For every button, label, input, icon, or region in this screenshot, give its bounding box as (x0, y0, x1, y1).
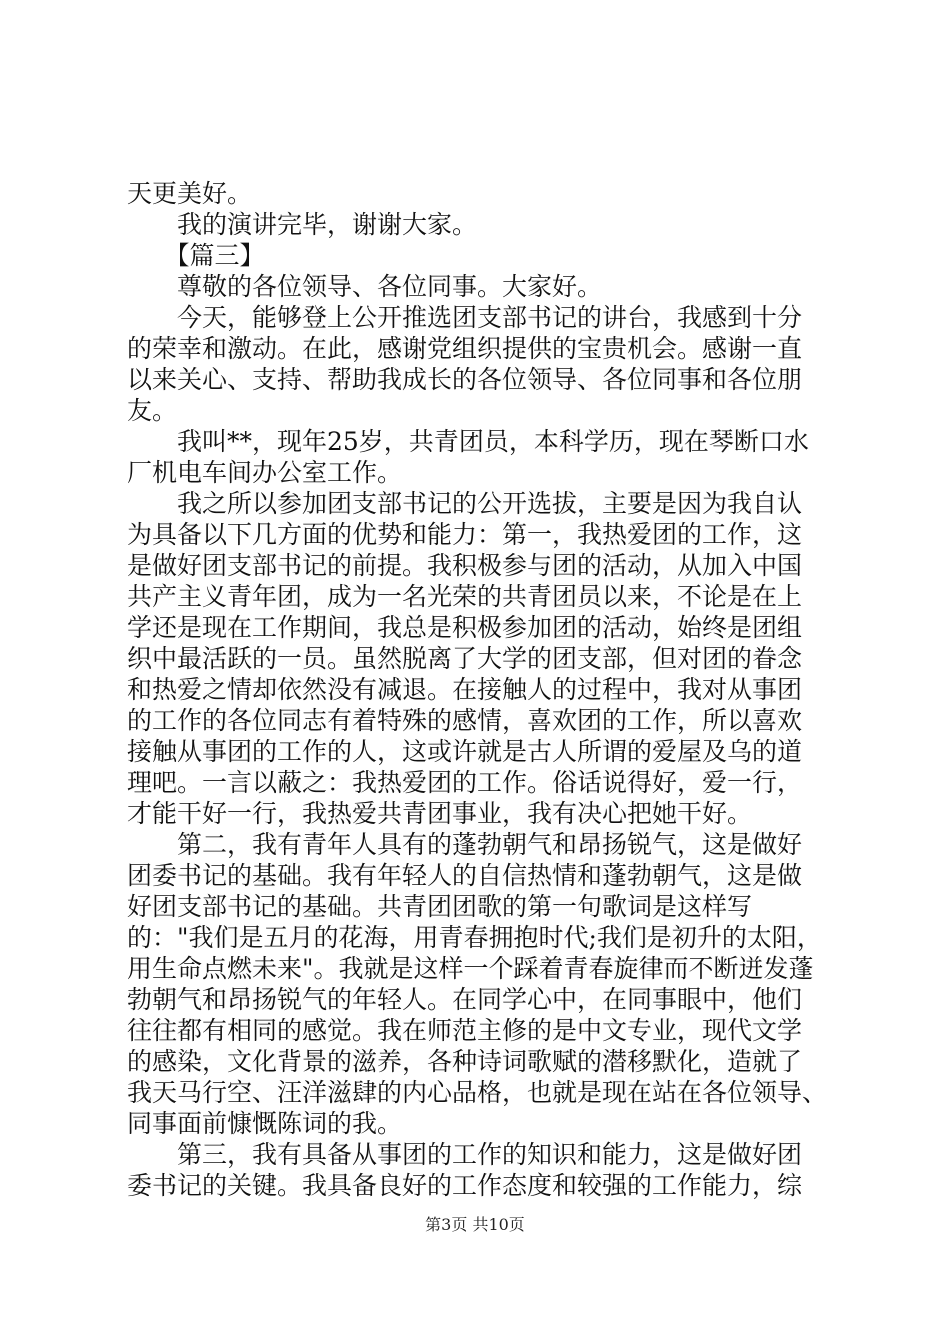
text-line: 学还是现在工作期间，我总是积极参加团的活动，始终是团组 (127, 613, 803, 642)
text-line: 好团支部书记的基础。共青团团歌的第一句歌词是这样写 (127, 892, 753, 921)
text-line: 接触从事团的工作的人，这或许就是古人所谓的爱屋及乌的道 (127, 737, 803, 766)
text-line: 往往都有相同的感觉。我在师范主修的是中文专业，现代文学 (127, 1016, 803, 1045)
text-line: 同事面前慷慨陈词的我。 (127, 1109, 403, 1138)
text-line: 【篇三】 (127, 241, 265, 270)
text-line: 团委书记的基础。我有年轻人的自信热情和蓬勃朝气，这是做 (127, 861, 803, 890)
text-line: 今天，能够登上公开推选团支部书记的讲台，我感到十分 (127, 303, 803, 332)
body-text (127, 178, 827, 1201)
text-line: 的："我们是五月的花海，用青春拥抱时代;我们是初升的太阳， (127, 923, 822, 952)
text-line: 以来关心、支持、帮助我成长的各位领导、各位同事和各位朋 (127, 365, 803, 394)
text-line: 的荣幸和激动。在此，感谢党组织提供的宝贵机会。感谢一直 (127, 334, 803, 363)
text-line: 勃朝气和昂扬锐气的年轻人。在同学心中，在同事眼中，他们 (127, 985, 803, 1014)
text-line: 我天马行空、汪洋滋肆的内心品格，也就是现在站在各位领导、 (127, 1078, 828, 1107)
text-line: 我叫**，现年25岁，共青团员，本科学历，现在琴断口水 (127, 427, 809, 456)
text-line: 为具备以下几方面的优势和能力：第一，我热爱团的工作，这 (127, 520, 803, 549)
text-line: 才能干好一行，我热爱共青团事业，我有决心把她干好。 (127, 799, 753, 828)
text-line: 织中最活跃的一员。虽然脱离了大学的团支部，但对团的眷念 (127, 644, 803, 673)
text-line: 是做好团支部书记的前提。我积极参与团的活动，从加入中国 (127, 551, 803, 580)
text-line: 和热爱之情却依然没有减退。在接触人的过程中，我对从事团 (127, 675, 803, 704)
text-line: 理吧。一言以蔽之：我热爱团的工作。俗话说得好，爱一行， (127, 768, 803, 797)
text-line: 友。 (127, 396, 178, 425)
text-line: 厂机电车间办公室工作。 (127, 458, 403, 487)
text-line: 第二，我有青年人具有的蓬勃朝气和昂扬锐气，这是做好 (127, 830, 803, 859)
text-line: 尊敬的各位领导、各位同事。大家好。 (127, 272, 603, 301)
text-line: 第三，我有具备从事团的工作的知识和能力，这是做好团 (127, 1140, 803, 1169)
page-footer: 第3页 共10页 (425, 1215, 525, 1234)
text-line: 的工作的各位同志有着特殊的感情，喜欢团的工作，所以喜欢 (127, 706, 803, 735)
text-line: 用生命点燃未来"。我就是这样一个踩着青春旋律而不断迸发蓬 (127, 954, 814, 983)
text-line: 天更美好。 (127, 179, 253, 208)
text-line: 委书记的关键。我具备良好的工作态度和较强的工作能力，综 (127, 1171, 803, 1200)
text-line: 的感染，文化背景的滋养，各种诗词歌赋的潜移默化，造就了 (127, 1047, 803, 1076)
text-line: 共产主义青年团，成为一名光荣的共青团员以来，不论是在上 (127, 582, 803, 611)
text-line: 我之所以参加团支部书记的公开选拔，主要是因为我自认 (127, 489, 803, 518)
text-line: 我的演讲完毕，谢谢大家。 (127, 210, 478, 239)
